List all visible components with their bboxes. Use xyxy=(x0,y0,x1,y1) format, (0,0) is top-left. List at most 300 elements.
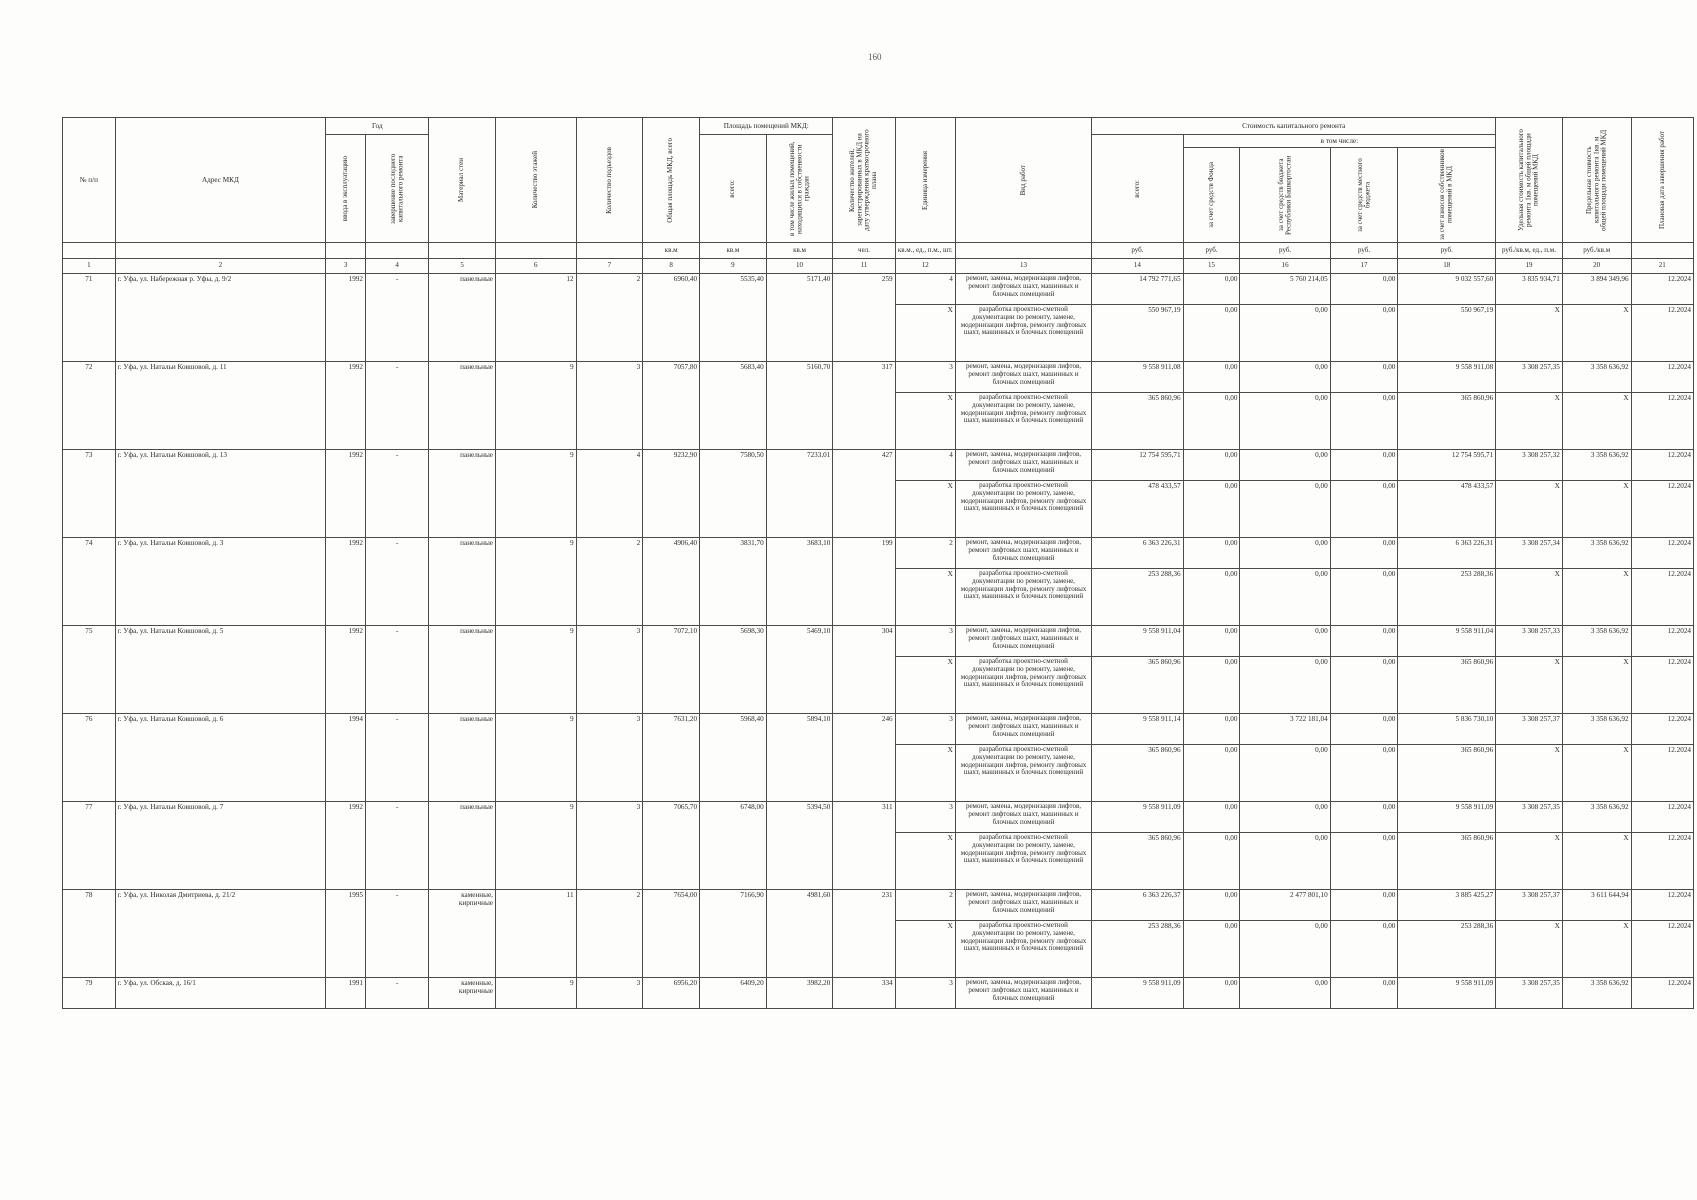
work-planned-date: 12.2024 xyxy=(1631,450,1693,481)
work-cost-total: 12 754 595,71 xyxy=(1092,450,1183,481)
work-cost-owners: 3 885 425,27 xyxy=(1398,890,1496,921)
work-unit: 2 xyxy=(895,890,955,921)
header-residents: Количество жителей, зарегистрированных в МКД на дату утверждения краткосрочного плана xyxy=(833,118,895,243)
row-num: 73 xyxy=(63,450,116,538)
row-premises-owned: 3982,20 xyxy=(766,978,833,1009)
row-floors: 12 xyxy=(495,274,576,362)
work-cost-local: 0,00 xyxy=(1330,626,1398,657)
row-premises-owned: 7233,01 xyxy=(766,450,833,538)
row-entrances: 3 xyxy=(576,802,643,890)
work-type: разработка проектно-сметной документации по ремонту, замене, модернизации лифтов, ремонту лифтовых шахт, машинных и блочных помещений xyxy=(955,833,1091,890)
table-row xyxy=(63,626,1694,657)
work-type: разработка проектно-сметной документации по ремонту, замене, модернизации лифтов, ремонту лифтовых шахт, машинных и блочных помещений xyxy=(955,921,1091,978)
row-area: 6960,40 xyxy=(643,274,700,362)
row-last-repair: - xyxy=(365,362,428,450)
header-premises-owned: в том числе жилых помещений, находящихся в собственности граждан xyxy=(766,135,833,243)
work-type: ремонт, замена, модернизация лифтов, ремонт лифтовых шахт, машинных и блочных помещений xyxy=(955,978,1091,1009)
work-type: ремонт, замена, модернизация лифтов, ремонт лифтовых шахт, машинных и блочных помещений xyxy=(955,890,1091,921)
work-unit: 3 xyxy=(895,362,955,393)
row-area: 4906,40 xyxy=(643,538,700,626)
header-cost-total: всего: xyxy=(1092,135,1183,243)
column-number: 6 xyxy=(495,259,576,274)
row-year: 1992 xyxy=(326,802,366,890)
work-unit: Х xyxy=(895,657,955,714)
work-cost-local: 0,00 xyxy=(1330,393,1398,450)
work-unit: Х xyxy=(895,745,955,802)
row-residents: 311 xyxy=(833,802,895,890)
table-row xyxy=(63,362,1694,393)
work-limit-cost: 3 358 636,92 xyxy=(1562,714,1631,745)
row-area: 9232,90 xyxy=(643,450,700,538)
table-row xyxy=(63,538,1694,569)
unit-limit-cost: руб./кв.м xyxy=(1562,243,1631,259)
work-cost-fund: 0,00 xyxy=(1183,745,1240,802)
row-last-repair: - xyxy=(365,714,428,802)
work-unit-cost: Х xyxy=(1496,833,1563,890)
work-unit: 4 xyxy=(895,450,955,481)
work-cost-republic: 0,00 xyxy=(1240,921,1330,978)
row-entrances: 2 xyxy=(576,274,643,362)
work-planned-date: 12.2024 xyxy=(1631,481,1693,538)
row-year: 1992 xyxy=(326,274,366,362)
work-limit-cost: 3 358 636,92 xyxy=(1562,362,1631,393)
row-premises-total: 5698,30 xyxy=(700,626,767,714)
row-year: 1994 xyxy=(326,714,366,802)
work-cost-republic: 2 477 801,10 xyxy=(1240,890,1330,921)
work-type: ремонт, замена, модернизация лифтов, ремонт лифтовых шахт, машинных и блочных помещений xyxy=(955,450,1091,481)
work-unit-cost: 3 308 257,33 xyxy=(1496,626,1563,657)
header-year-group: Год xyxy=(326,118,429,135)
work-cost-fund: 0,00 xyxy=(1183,626,1240,657)
unit-cost-republic: руб. xyxy=(1240,243,1330,259)
work-cost-fund: 0,00 xyxy=(1183,538,1240,569)
work-planned-date: 12.2024 xyxy=(1631,921,1693,978)
work-unit: 3 xyxy=(895,802,955,833)
row-address: г. Уфа, ул. Натальи Ковшовой, д. 3 xyxy=(115,538,326,626)
row-residents: 231 xyxy=(833,890,895,978)
row-floors: 9 xyxy=(495,802,576,890)
row-material: панельные xyxy=(429,538,496,626)
header-premises-total: всего: xyxy=(700,135,767,243)
column-number: 8 xyxy=(643,259,700,274)
work-cost-total: 550 967,19 xyxy=(1092,305,1183,362)
work-type: ремонт, замена, модернизация лифтов, ремонт лифтовых шахт, машинных и блочных помещений xyxy=(955,362,1091,393)
header-work-type: Вид работ xyxy=(955,118,1091,243)
work-cost-total: 9 558 911,14 xyxy=(1092,714,1183,745)
column-number: 9 xyxy=(700,259,767,274)
work-unit-cost: 3 835 934,71 xyxy=(1496,274,1563,305)
row-area: 6956,20 xyxy=(643,978,700,1009)
header-cost-fund: за счет средств Фонда xyxy=(1183,148,1240,243)
row-entrances: 3 xyxy=(576,714,643,802)
work-cost-owners: 478 433,57 xyxy=(1398,481,1496,538)
work-limit-cost: Х xyxy=(1562,569,1631,626)
work-cost-fund: 0,00 xyxy=(1183,978,1240,1009)
row-entrances: 2 xyxy=(576,890,643,978)
row-floors: 9 xyxy=(495,450,576,538)
work-cost-owners: 365 860,96 xyxy=(1398,393,1496,450)
work-unit-cost: 3 308 257,35 xyxy=(1496,978,1563,1009)
row-floors: 9 xyxy=(495,362,576,450)
row-entrances: 4 xyxy=(576,450,643,538)
work-cost-local: 0,00 xyxy=(1330,362,1398,393)
work-cost-republic: 0,00 xyxy=(1240,802,1330,833)
work-cost-fund: 0,00 xyxy=(1183,481,1240,538)
unit-unit-cost: руб./кв.м, ед., п.м. xyxy=(1496,243,1563,259)
unit-premises-owned: кв.м xyxy=(766,243,833,259)
work-type: ремонт, замена, модернизация лифтов, ремонт лифтовых шахт, машинных и блочных помещений xyxy=(955,802,1091,833)
row-area: 7072,10 xyxy=(643,626,700,714)
table-row xyxy=(63,274,1694,305)
header-unit-cost: Удельная стоимость капитального ремонта 1кв. м общей площади помещений МКД xyxy=(1496,118,1563,243)
work-cost-fund: 0,00 xyxy=(1183,450,1240,481)
row-num: 74 xyxy=(63,538,116,626)
work-unit: 2 xyxy=(895,538,955,569)
work-planned-date: 12.2024 xyxy=(1631,305,1693,362)
row-premises-owned: 5894,10 xyxy=(766,714,833,802)
work-planned-date: 12.2024 xyxy=(1631,626,1693,657)
row-last-repair: - xyxy=(365,450,428,538)
row-residents: 304 xyxy=(833,626,895,714)
header-num: № п/п xyxy=(63,118,116,243)
row-year: 1991 xyxy=(326,978,366,1009)
work-cost-owners: 12 754 595,71 xyxy=(1398,450,1496,481)
column-number: 16 xyxy=(1240,259,1330,274)
row-year: 1992 xyxy=(326,626,366,714)
units-row xyxy=(63,243,1694,259)
work-unit-cost: 3 308 257,34 xyxy=(1496,538,1563,569)
work-unit: Х xyxy=(895,481,955,538)
header-cost-local: за счет средств местного бюджета xyxy=(1330,148,1398,243)
column-number: 2 xyxy=(115,259,326,274)
work-type: разработка проектно-сметной документации по ремонту, замене, модернизации лифтов, ремонту лифтовых шахт, машинных и блочных помещений xyxy=(955,745,1091,802)
column-number: 15 xyxy=(1183,259,1240,274)
work-cost-fund: 0,00 xyxy=(1183,833,1240,890)
work-cost-owners: 365 860,96 xyxy=(1398,833,1496,890)
work-planned-date: 12.2024 xyxy=(1631,714,1693,745)
unit-cost-fund: руб. xyxy=(1183,243,1240,259)
work-cost-fund: 0,00 xyxy=(1183,657,1240,714)
work-unit: 3 xyxy=(895,978,955,1009)
work-cost-republic: 0,00 xyxy=(1240,481,1330,538)
row-floors: 9 xyxy=(495,714,576,802)
column-number: 17 xyxy=(1330,259,1398,274)
work-cost-total: 6 363 226,37 xyxy=(1092,890,1183,921)
header-incl: в том числе: xyxy=(1183,135,1496,148)
row-residents: 317 xyxy=(833,362,895,450)
work-cost-total: 9 558 911,04 xyxy=(1092,626,1183,657)
work-limit-cost: 3 894 349,96 xyxy=(1562,274,1631,305)
header-address: Адрес МКД xyxy=(115,118,326,243)
row-entrances: 3 xyxy=(576,978,643,1009)
work-limit-cost: 3 358 636,92 xyxy=(1562,978,1631,1009)
column-number-row xyxy=(63,259,1694,274)
column-number: 11 xyxy=(833,259,895,274)
work-cost-local: 0,00 xyxy=(1330,890,1398,921)
row-entrances: 3 xyxy=(576,626,643,714)
row-address: г. Уфа, ул. Натальи Ковшовой, д. 11 xyxy=(115,362,326,450)
header-wall-material: Материал стен xyxy=(429,118,496,243)
work-unit-cost: 3 308 257,35 xyxy=(1496,362,1563,393)
row-premises-owned: 4981,60 xyxy=(766,890,833,978)
row-address: г. Уфа, ул. Натальи Ковшовой, д. 13 xyxy=(115,450,326,538)
work-type: ремонт, замена, модернизация лифтов, ремонт лифтовых шахт, машинных и блочных помещений xyxy=(955,714,1091,745)
row-premises-total: 5683,40 xyxy=(700,362,767,450)
work-cost-owners: 9 558 911,08 xyxy=(1398,362,1496,393)
work-planned-date: 12.2024 xyxy=(1631,538,1693,569)
column-number: 10 xyxy=(766,259,833,274)
work-cost-owners: 365 860,96 xyxy=(1398,745,1496,802)
work-type: ремонт, замена, модернизация лифтов, ремонт лифтовых шахт, машинных и блочных помещений xyxy=(955,626,1091,657)
header-floors: Количество этажей xyxy=(495,118,576,243)
table-row xyxy=(63,714,1694,745)
work-cost-republic: 0,00 xyxy=(1240,305,1330,362)
work-cost-local: 0,00 xyxy=(1330,305,1398,362)
work-cost-total: 9 558 911,09 xyxy=(1092,802,1183,833)
work-cost-republic: 5 760 214,05 xyxy=(1240,274,1330,305)
work-cost-total: 9 558 911,09 xyxy=(1092,978,1183,1009)
row-entrances: 2 xyxy=(576,538,643,626)
work-unit: 3 xyxy=(895,626,955,657)
work-cost-total: 365 860,96 xyxy=(1092,833,1183,890)
work-limit-cost: Х xyxy=(1562,833,1631,890)
row-num: 71 xyxy=(63,274,116,362)
row-premises-total: 3831,70 xyxy=(700,538,767,626)
work-planned-date: 12.2024 xyxy=(1631,393,1693,450)
table-row xyxy=(63,890,1694,921)
row-address: г. Уфа, ул. Набережная р. Уфы, д. 9/2 xyxy=(115,274,326,362)
work-planned-date: 12.2024 xyxy=(1631,362,1693,393)
work-unit-cost: Х xyxy=(1496,305,1563,362)
work-cost-local: 0,00 xyxy=(1330,802,1398,833)
work-planned-date: 12.2024 xyxy=(1631,274,1693,305)
work-limit-cost: Х xyxy=(1562,745,1631,802)
work-cost-fund: 0,00 xyxy=(1183,362,1240,393)
work-limit-cost: 3 358 636,92 xyxy=(1562,626,1631,657)
work-unit: Х xyxy=(895,305,955,362)
work-cost-local: 0,00 xyxy=(1330,274,1398,305)
row-num: 77 xyxy=(63,802,116,890)
work-planned-date: 12.2024 xyxy=(1631,802,1693,833)
row-premises-owned: 5160,70 xyxy=(766,362,833,450)
row-premises-total: 5535,40 xyxy=(700,274,767,362)
row-residents: 199 xyxy=(833,538,895,626)
row-last-repair: - xyxy=(365,890,428,978)
unit-cost-total: руб. xyxy=(1092,243,1183,259)
header-planned-date: Плановая дата завершения работ xyxy=(1631,118,1693,243)
work-limit-cost: 3 358 636,92 xyxy=(1562,450,1631,481)
header-unit: Единица измерения xyxy=(895,118,955,243)
row-last-repair: - xyxy=(365,978,428,1009)
work-cost-owners: 550 967,19 xyxy=(1398,305,1496,362)
row-residents: 427 xyxy=(833,450,895,538)
work-cost-fund: 0,00 xyxy=(1183,921,1240,978)
work-cost-local: 0,00 xyxy=(1330,657,1398,714)
work-cost-total: 365 860,96 xyxy=(1092,393,1183,450)
work-limit-cost: Х xyxy=(1562,921,1631,978)
work-unit-cost: 3 308 257,35 xyxy=(1496,802,1563,833)
row-premises-total: 7166,90 xyxy=(700,890,767,978)
work-cost-owners: 9 032 557,60 xyxy=(1398,274,1496,305)
work-cost-owners: 9 558 911,09 xyxy=(1398,978,1496,1009)
work-type: ремонт, замена, модернизация лифтов, ремонт лифтовых шахт, машинных и блочных помещений xyxy=(955,274,1091,305)
work-unit-cost: Х xyxy=(1496,921,1563,978)
row-area: 7654,00 xyxy=(643,890,700,978)
work-unit-cost: Х xyxy=(1496,569,1563,626)
work-type: разработка проектно-сметной документации по ремонту, замене, модернизации лифтов, ремонту лифтовых шахт, машинных и блочных помещений xyxy=(955,305,1091,362)
work-cost-republic: 0,00 xyxy=(1240,745,1330,802)
row-num: 76 xyxy=(63,714,116,802)
work-limit-cost: 3 358 636,92 xyxy=(1562,802,1631,833)
column-number: 4 xyxy=(365,259,428,274)
unit-premises-total: кв.м xyxy=(700,243,767,259)
row-num: 79 xyxy=(63,978,116,1009)
work-planned-date: 12.2024 xyxy=(1631,657,1693,714)
work-cost-republic: 0,00 xyxy=(1240,978,1330,1009)
row-premises-total: 7580,50 xyxy=(700,450,767,538)
row-year: 1992 xyxy=(326,538,366,626)
row-material: панельные xyxy=(429,274,496,362)
unit-residents: чел. xyxy=(833,243,895,259)
row-material: каменные, кирпичные xyxy=(429,978,496,1009)
row-entrances: 3 xyxy=(576,362,643,450)
row-floors: 9 xyxy=(495,978,576,1009)
work-cost-owners: 6 363 226,31 xyxy=(1398,538,1496,569)
unit-cost-local: руб. xyxy=(1330,243,1398,259)
work-cost-fund: 0,00 xyxy=(1183,569,1240,626)
row-material: панельные xyxy=(429,802,496,890)
row-year: 1995 xyxy=(326,890,366,978)
work-planned-date: 12.2024 xyxy=(1631,745,1693,802)
work-cost-local: 0,00 xyxy=(1330,745,1398,802)
work-cost-local: 0,00 xyxy=(1330,714,1398,745)
page-number: 160 xyxy=(868,52,882,62)
work-unit-cost: Х xyxy=(1496,745,1563,802)
work-cost-republic: 0,00 xyxy=(1240,569,1330,626)
work-unit: Х xyxy=(895,569,955,626)
work-cost-republic: 0,00 xyxy=(1240,626,1330,657)
work-planned-date: 12.2024 xyxy=(1631,978,1693,1009)
row-premises-total: 6748,00 xyxy=(700,802,767,890)
row-area: 7065,70 xyxy=(643,802,700,890)
row-address: г. Уфа, ул. Обская, д. 16/1 xyxy=(115,978,326,1009)
row-num: 75 xyxy=(63,626,116,714)
row-residents: 246 xyxy=(833,714,895,802)
work-unit: 3 xyxy=(895,714,955,745)
column-number: 20 xyxy=(1562,259,1631,274)
header-cost-owners: за счет взносов собственников помещений в МКД xyxy=(1398,148,1496,243)
row-area: 7057,80 xyxy=(643,362,700,450)
row-material: панельные xyxy=(429,626,496,714)
work-cost-owners: 9 558 911,09 xyxy=(1398,802,1496,833)
work-cost-fund: 0,00 xyxy=(1183,274,1240,305)
column-number: 12 xyxy=(895,259,955,274)
work-cost-total: 365 860,96 xyxy=(1092,657,1183,714)
row-premises-owned: 5171,40 xyxy=(766,274,833,362)
work-cost-local: 0,00 xyxy=(1330,833,1398,890)
work-cost-republic: 0,00 xyxy=(1240,362,1330,393)
header-limit-cost: Предельная стоимость капитального ремонта 1кв. м общей площади помещений МКД xyxy=(1562,118,1631,243)
work-type: разработка проектно-сметной документации по ремонту, замене, модернизации лифтов, ремонту лифтовых шахт, машинных и блочных помещений xyxy=(955,393,1091,450)
header-premises-group: Площадь помещений МКД: xyxy=(700,118,833,135)
row-premises-total: 5968,40 xyxy=(700,714,767,802)
row-num: 72 xyxy=(63,362,116,450)
column-number: 18 xyxy=(1398,259,1496,274)
work-cost-fund: 0,00 xyxy=(1183,714,1240,745)
work-cost-total: 365 860,96 xyxy=(1092,745,1183,802)
row-last-repair: - xyxy=(365,626,428,714)
work-cost-local: 0,00 xyxy=(1330,921,1398,978)
column-number: 1 xyxy=(63,259,116,274)
row-last-repair: - xyxy=(365,274,428,362)
work-type: разработка проектно-сметной документации по ремонту, замене, модернизации лифтов, ремонту лифтовых шахт, машинных и блочных помещений xyxy=(955,569,1091,626)
work-unit: Х xyxy=(895,393,955,450)
column-number: 19 xyxy=(1496,259,1563,274)
header-cost-group: Стоимость капитального ремонта xyxy=(1092,118,1496,135)
row-premises-owned: 5394,50 xyxy=(766,802,833,890)
column-number: 13 xyxy=(955,259,1091,274)
column-number: 3 xyxy=(326,259,366,274)
header-total-area: Общая площадь МКД, всего xyxy=(643,118,700,243)
work-cost-total: 478 433,57 xyxy=(1092,481,1183,538)
work-cost-fund: 0,00 xyxy=(1183,802,1240,833)
work-unit-cost: Х xyxy=(1496,481,1563,538)
row-premises-owned: 3683,10 xyxy=(766,538,833,626)
work-unit-cost: 3 308 257,37 xyxy=(1496,714,1563,745)
work-cost-republic: 0,00 xyxy=(1240,450,1330,481)
work-unit: 4 xyxy=(895,274,955,305)
table-row xyxy=(63,450,1694,481)
row-residents: 334 xyxy=(833,978,895,1009)
row-address: г. Уфа, ул. Натальи Ковшовой, д. 5 xyxy=(115,626,326,714)
work-cost-owners: 9 558 911,04 xyxy=(1398,626,1496,657)
work-limit-cost: Х xyxy=(1562,305,1631,362)
work-planned-date: 12.2024 xyxy=(1631,833,1693,890)
work-limit-cost: Х xyxy=(1562,657,1631,714)
work-planned-date: 12.2024 xyxy=(1631,890,1693,921)
work-cost-fund: 0,00 xyxy=(1183,305,1240,362)
work-unit-cost: 3 308 257,32 xyxy=(1496,450,1563,481)
work-cost-total: 9 558 911,08 xyxy=(1092,362,1183,393)
work-cost-republic: 0,00 xyxy=(1240,833,1330,890)
row-last-repair: - xyxy=(365,538,428,626)
column-number: 7 xyxy=(576,259,643,274)
work-cost-republic: 0,00 xyxy=(1240,538,1330,569)
work-cost-local: 0,00 xyxy=(1330,450,1398,481)
row-material: панельные xyxy=(429,362,496,450)
work-cost-local: 0,00 xyxy=(1330,481,1398,538)
unit-cost-owners: руб. xyxy=(1398,243,1496,259)
row-address: г. Уфа, ул. Натальи Ковшовой, д. 7 xyxy=(115,802,326,890)
work-limit-cost: 3 611 644,94 xyxy=(1562,890,1631,921)
row-material: панельные xyxy=(429,714,496,802)
row-address: г. Уфа, ул. Николая Дмитриева, д. 21/2 xyxy=(115,890,326,978)
work-cost-republic: 0,00 xyxy=(1240,657,1330,714)
work-cost-local: 0,00 xyxy=(1330,538,1398,569)
row-floors: 9 xyxy=(495,538,576,626)
header-year-last-repair: завершение последнего капитального ремонта xyxy=(365,135,428,243)
work-unit: Х xyxy=(895,921,955,978)
column-number: 14 xyxy=(1092,259,1183,274)
row-address: г. Уфа, ул. Натальи Ковшовой, д. 6 xyxy=(115,714,326,802)
work-cost-fund: 0,00 xyxy=(1183,393,1240,450)
work-cost-total: 6 363 226,31 xyxy=(1092,538,1183,569)
row-year: 1992 xyxy=(326,362,366,450)
work-unit: Х xyxy=(895,833,955,890)
capital-repair-table xyxy=(62,117,1694,1009)
work-cost-total: 253 288,36 xyxy=(1092,569,1183,626)
work-cost-owners: 5 836 730,10 xyxy=(1398,714,1496,745)
